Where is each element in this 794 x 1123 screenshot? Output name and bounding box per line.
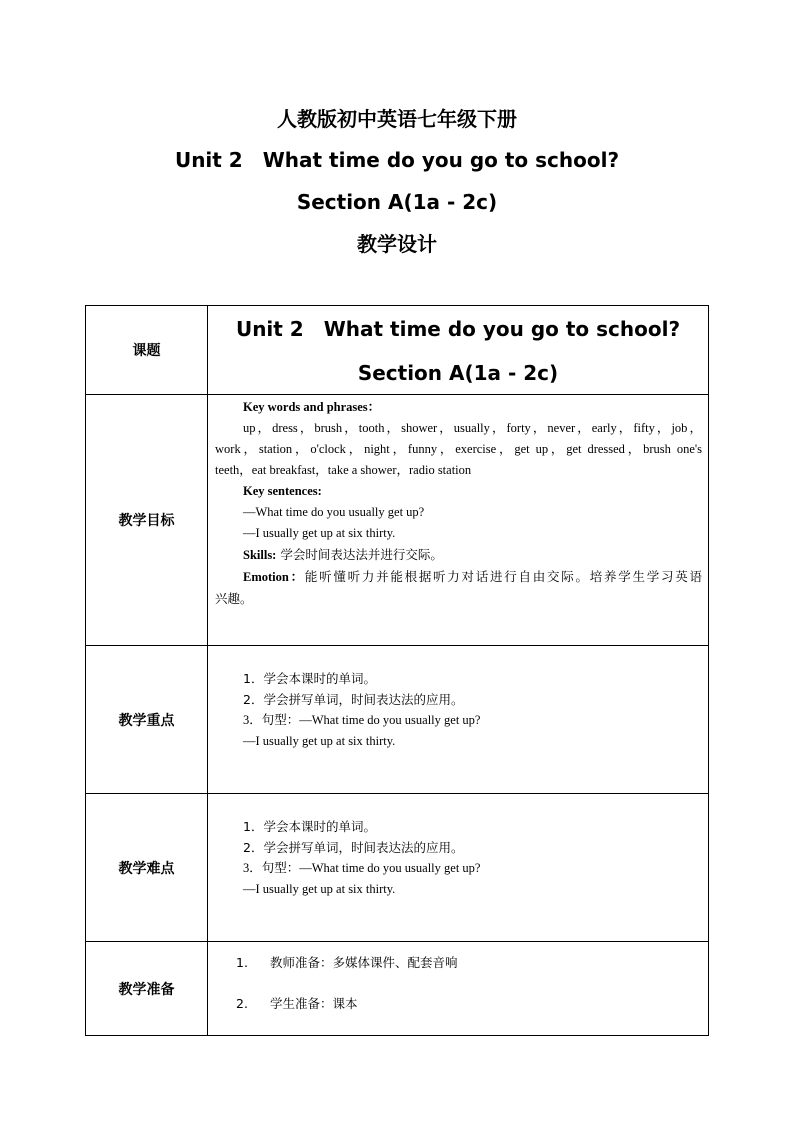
unit-title: Unit 2 What time do you go to school?: [174, 148, 620, 172]
topic-unit-title: Unit 2 What time do you go to school?: [235, 317, 681, 341]
preparation-cell: [208, 942, 709, 1036]
preparation-item-2: [236, 994, 702, 1035]
keywords-line-1: up，dress，brush，tooth，shower，usually，forty，never，early，fifty，job，: [243, 421, 702, 435]
skills-label: Skills:: [243, 548, 277, 562]
difficulty-2: 2．学会拼写单词，时间表达法的应用。: [243, 840, 464, 855]
preparation-item-1-number: 1.: [236, 955, 248, 970]
key-points-cell: [208, 646, 709, 794]
section-title: Section A(1a - 2c): [296, 190, 498, 214]
emotion-text: 能听懂听力并能根据听力对话进行自由交际。培养学生学习英语: [304, 569, 702, 584]
emotion-text-continued: 兴趣。: [215, 591, 253, 606]
key-sentence-2: —I usually get up at six thirty.: [243, 526, 396, 540]
preparation-label: 教学准备: [86, 942, 208, 1036]
emotion-line: [215, 566, 702, 588]
key-point-3: 3．句型：—What time do you usually get up?: [243, 713, 481, 727]
key-point-2: 2．学会拼写单词，时间表达法的应用。: [243, 692, 464, 707]
topic-label: 课题: [86, 306, 208, 395]
preparation-item-1-text: 教师准备：多媒体课件、配套音响: [270, 955, 458, 970]
sentences-heading: Key sentences:: [243, 484, 322, 498]
difficulties-cell: [208, 794, 709, 942]
skills-line: [215, 544, 702, 566]
document-title: 人教版初中英语七年级下册: [277, 107, 517, 131]
table-row-difficulties: [86, 794, 709, 942]
objectives-cell: [208, 395, 709, 646]
topic-cell: [208, 306, 709, 395]
design-title: 教学设计: [357, 232, 437, 256]
preparation-item-1: [236, 953, 702, 994]
skills-text: 学会时间表达法并进行交际。: [276, 547, 443, 562]
key-point-1: 1．学会本课时的单词。: [243, 671, 376, 686]
table-row-objectives: [86, 395, 709, 646]
table-row-preparation: [86, 942, 709, 1036]
key-points-label: 教学重点: [86, 646, 208, 794]
difficulty-4: —I usually get up at six thirty.: [243, 882, 396, 896]
preparation-item-2-number: 2.: [236, 996, 248, 1011]
objectives-label: 教学目标: [86, 395, 208, 646]
difficulties-label: 教学难点: [86, 794, 208, 942]
difficulty-1: 1．学会本课时的单词。: [243, 819, 376, 834]
table-row-topic: [86, 306, 709, 395]
table-row-key-points: [86, 646, 709, 794]
keywords-line-2: work，station，o'clock，night，funny，exercise，get up，get dressed，brush one's: [215, 442, 702, 456]
preparation-item-2-text: 学生准备：课本: [270, 996, 358, 1011]
difficulty-3: 3．句型：—What time do you usually get up?: [243, 861, 481, 875]
emotion-label: Emotion：: [243, 570, 305, 584]
keywords-line-3: teeth，eat breakfast，take a shower，radio station: [215, 463, 472, 477]
topic-section-title: Section A(1a - 2c): [357, 361, 559, 385]
key-point-4: —I usually get up at six thirty.: [243, 734, 396, 748]
key-sentence-1: —What time do you usually get up?: [243, 505, 425, 519]
keywords-heading: Key words and phrases：: [243, 400, 381, 414]
lesson-plan-table: [85, 305, 709, 1036]
